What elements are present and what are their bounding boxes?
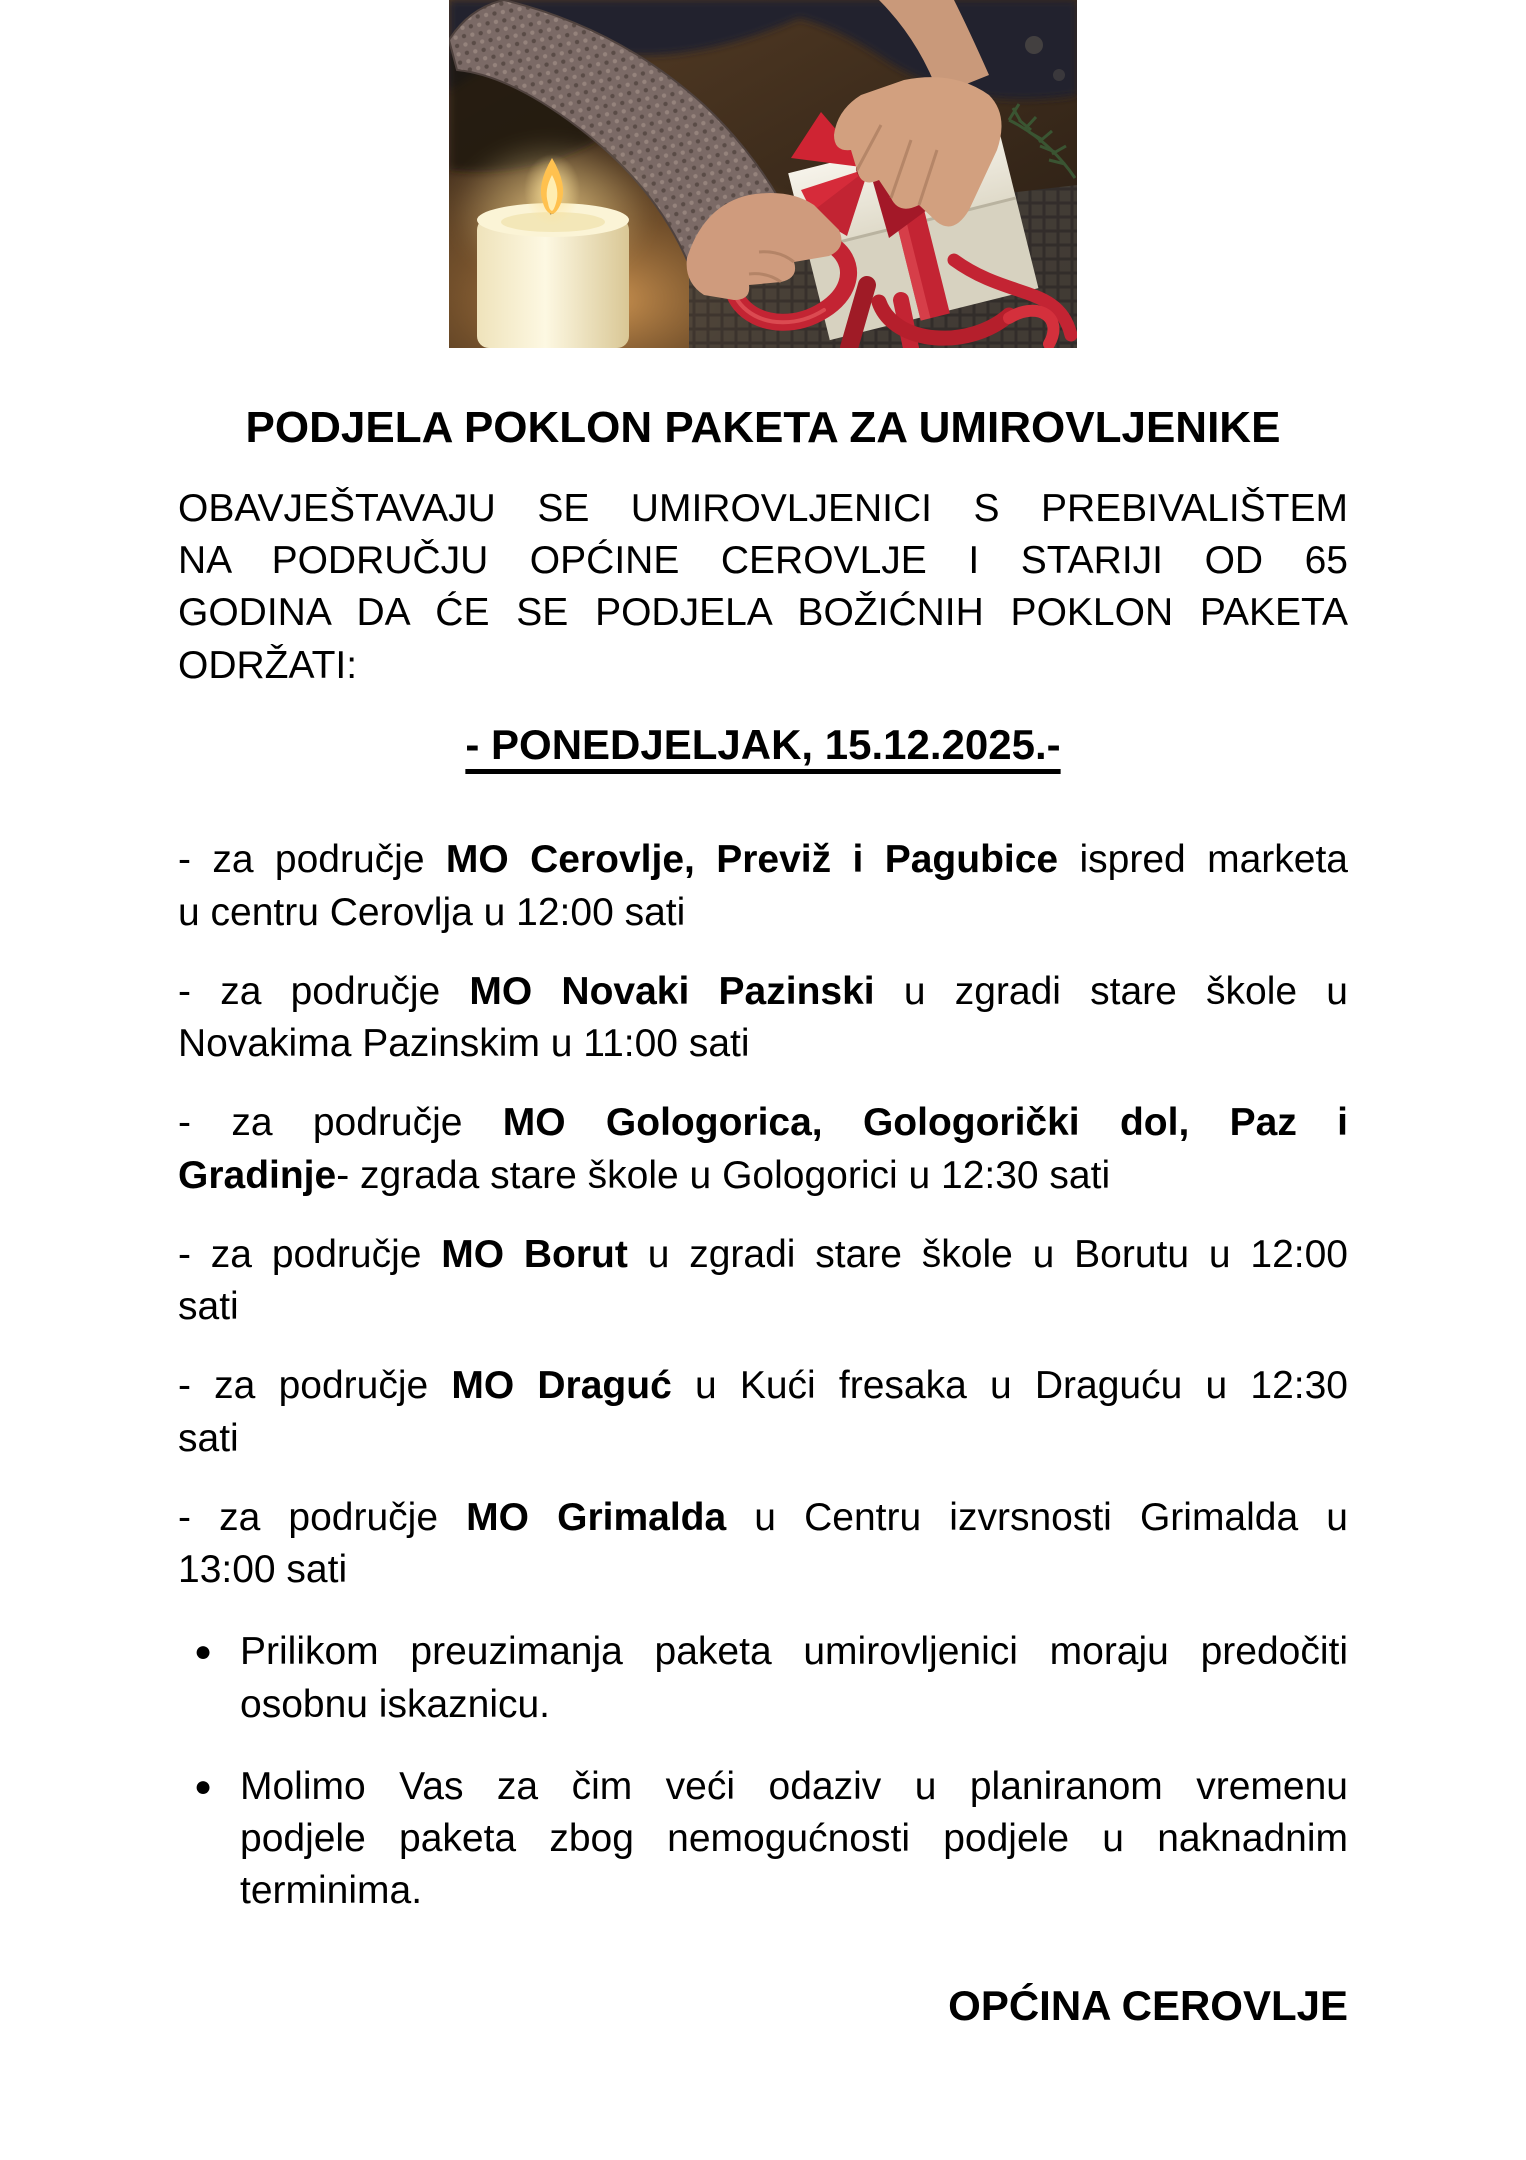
- gift-wrapping-photo: [449, 0, 1077, 348]
- note-id-card: [178, 1626, 1348, 1731]
- date-heading: [178, 718, 1348, 773]
- item-line: [178, 1413, 1348, 1465]
- item-text: u Kući fresaka u Draguću u 12:30: [671, 1364, 1348, 1408]
- location-item-novaki: [178, 966, 1348, 1071]
- item-text: sati: [178, 1285, 239, 1329]
- note-line: Molimo Vas za čim veći odaziv u planiranom vremenu: [240, 1764, 1348, 1808]
- note-line: terminima.: [240, 1869, 423, 1913]
- item-text: - za područje: [178, 969, 470, 1013]
- intro-line: OBAVJEŠTAVAJU SE UMIROVLJENICI S PREBIVALIŠTEM: [178, 486, 1348, 530]
- item-area-name: MO Novaki Pazinski: [469, 969, 875, 1013]
- location-item-borut: [178, 1229, 1348, 1334]
- item-text: ispred marketa: [1058, 838, 1348, 882]
- page-title: PODJELA POKLON PAKETA ZA UMIROVLJENIKE: [245, 403, 1281, 452]
- location-item-gologorica: [178, 1097, 1348, 1202]
- item-text: u centru Cerovlja u 12:00 sati: [178, 890, 686, 934]
- location-item-cerovlje: [178, 834, 1348, 939]
- item-text: - za područje: [178, 1232, 442, 1276]
- item-text: 13:00 sati: [178, 1548, 348, 1592]
- item-text: - za područje: [178, 1101, 503, 1145]
- item-text: u Centru izvrsnosti Grimalda u: [726, 1495, 1348, 1539]
- item-text: u zgradi stare škole u: [874, 969, 1348, 1013]
- item-line: [178, 966, 1348, 1018]
- item-text: - za područje: [178, 1364, 452, 1408]
- item-line: [178, 1018, 1348, 1070]
- note-response: [178, 1761, 1348, 1918]
- intro-line: GODINA DA ĆE SE PODJELA BOŽIĆNIH POKLON PAKETA: [178, 591, 1348, 635]
- note-text: [240, 1626, 1348, 1731]
- photo-canvas: [449, 0, 1077, 348]
- item-line: [178, 887, 1348, 939]
- bullet-icon: ●: [194, 1635, 213, 1669]
- item-text: - zgrada stare škole u Gologorici u 12:30 sati: [336, 1153, 1111, 1197]
- intro-line: ODRŽATI:: [178, 643, 358, 687]
- item-text: sati: [178, 1416, 239, 1460]
- item-area-name: Gradinje: [178, 1153, 337, 1197]
- location-item-draguc: [178, 1360, 1348, 1465]
- item-line: [178, 1150, 1348, 1202]
- note-line: Prilikom preuzimanja paketa umirovljenici moraju predočiti: [240, 1630, 1348, 1674]
- item-line: [178, 1360, 1348, 1412]
- item-line: [178, 1097, 1348, 1149]
- item-line: [178, 1281, 1348, 1333]
- item-line: [178, 1492, 1348, 1544]
- location-item-grimalda: [178, 1492, 1348, 1597]
- item-line: [178, 834, 1348, 886]
- intro-line: NA PODRUČJU OPĆINE CEROVLJE I STARIJI OD 65: [178, 539, 1348, 583]
- item-text: - za područje: [178, 1495, 467, 1539]
- item-text: Novakima Pazinskim u 11:00 sati: [178, 1022, 750, 1066]
- note-text: [240, 1761, 1348, 1918]
- item-line: [178, 1544, 1348, 1596]
- note-line: podjele paketa zbog nemogućnosti podjele u naknadnim: [240, 1817, 1348, 1861]
- note-line: osobnu iskaznicu.: [240, 1682, 551, 1726]
- signature: OPĆINA CEROVLJE: [948, 1981, 1348, 2029]
- bullet-icon: ●: [194, 1769, 213, 1803]
- item-area-name: MO Cerovlje, Previž i Pagubice: [445, 838, 1059, 882]
- item-area-name: MO Gologorica, Gologorički dol, Paz i: [502, 1101, 1348, 1145]
- item-line: [178, 1229, 1348, 1281]
- date-heading-text: - PONEDJELJAK, 15.12.2025.-: [465, 720, 1061, 768]
- item-text: u zgradi stare škole u Borutu u 12:00: [627, 1232, 1348, 1276]
- item-area-name: MO Borut: [441, 1232, 628, 1276]
- item-area-name: MO Grimalda: [466, 1495, 727, 1539]
- candle-body: [477, 218, 629, 348]
- notes-list: [178, 1626, 1348, 1917]
- item-area-name: MO Draguć: [451, 1364, 672, 1408]
- item-text: - za područje: [178, 838, 446, 882]
- intro-paragraph: [178, 483, 1348, 692]
